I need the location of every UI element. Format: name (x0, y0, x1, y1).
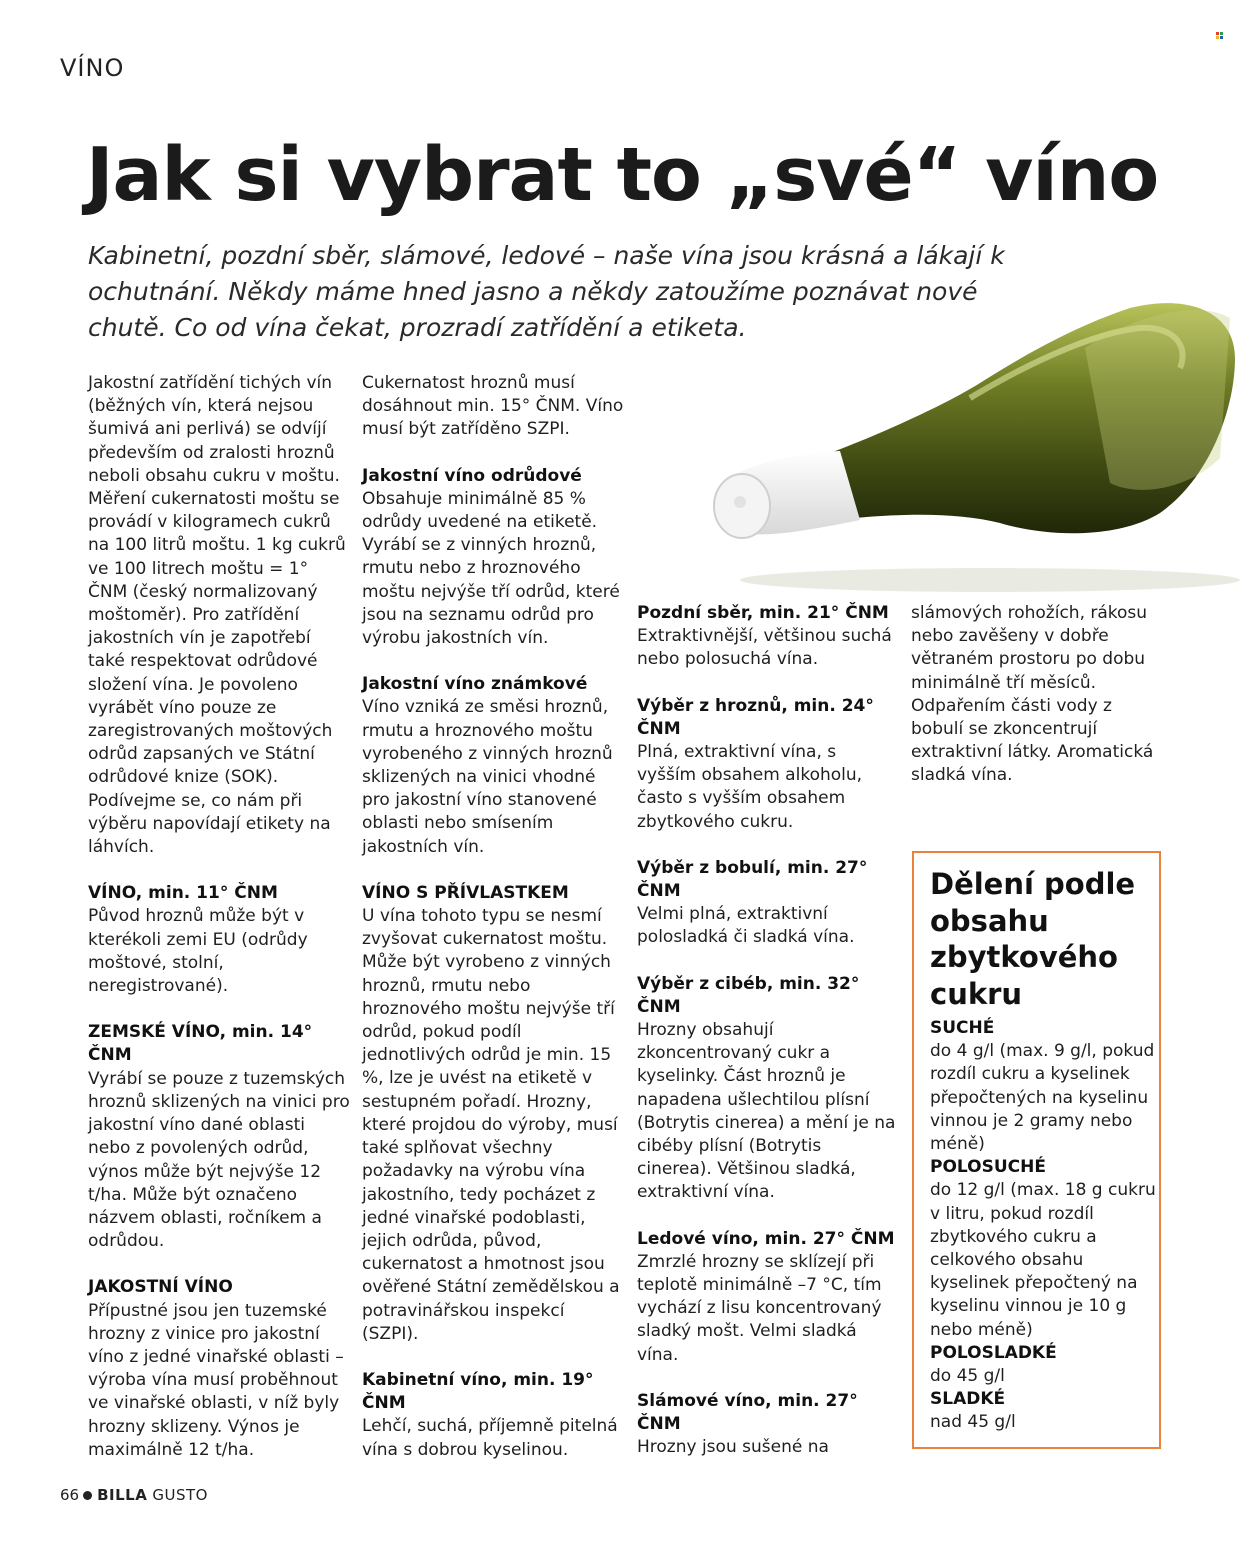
polosuche-text: do 12 g/l (max. 18 g cukru v litru, pokud rozdíl zbytkového cukru a celkového obsahu kyselinek přepočtený na kyselinu vinnou je 10 g nebo méně) (930, 1180, 1156, 1340)
ledove-vino-heading: Ledové víno, min. 27° ČNM (637, 1228, 895, 1249)
pozdni-sber-heading: Pozdní sběr, min. 21° ČNM (637, 603, 889, 623)
bullet-dot-icon (83, 1491, 92, 1500)
sladke-text: nad 45 g/l (930, 1412, 1016, 1433)
polosladke-text: do 45 g/l (930, 1366, 1005, 1387)
polosladke-label: POLOSLADKÉ (930, 1342, 1057, 1363)
suche-text: do 4 g/l (max. 9 g/l, pokud rozdíl cukru a kyselinek přepočtených na kyselinu vinnou je 2 gramy nebo méně) (930, 1041, 1155, 1155)
sugar-box-body (930, 1017, 1158, 1435)
vyber-z-bobuli-heading: Výběr z bobulí, min. 27° ČNM (637, 857, 868, 902)
pozdni-sber-text: Extraktivnější, většinou suchá nebo polosuchá vína. (637, 626, 892, 670)
brand-name: BILLA (97, 1486, 148, 1504)
page-number: 66 (60, 1486, 80, 1504)
vyber-z-hroznu-heading: Výběr z hroznů, min. 24° ČNM (637, 695, 874, 739)
kabinetni-heading: Kabinetní víno, min. 19° ČNM (362, 1369, 594, 1414)
column-4 (911, 602, 1163, 788)
jakostni-vino-heading: JAKOSTNÍ VÍNO (88, 1277, 233, 1298)
odrudove-heading: Jakostní víno odrůdové (362, 465, 582, 486)
article-title: Jak si vybrat to „své“ víno (86, 132, 1159, 218)
zemske-vino-text: Vyrábí se pouze z tuzemských hroznů sklizených na vinici pro jakostní víno dané oblasti nebo z povolených odrůd, výnos může být nejvýše 12 t/ha. Může být označeno názvem oblasti, ročníkem a odrůdou. (88, 1068, 350, 1252)
vino-heading: VÍNO, min. 11° ČNM (88, 883, 278, 904)
zemske-vino-heading: ZEMSKÉ VÍNO, min. 14° ČNM (88, 1022, 313, 1066)
vyber-z-cibeb-heading: Výběr z cibéb, min. 32° ČNM (637, 973, 860, 1017)
jakostni-vino-text: Přípustné jsou jen tuzemské hrozny z vinice pro jakostní víno z jedné vinařské oblasti – výroba vína musí proběhnout ve vinařské oblasti, v níž byly hrozny sklizeny. Výnos je maximálně 12 t/ha. (88, 1300, 344, 1460)
corner-logo-icon (1216, 32, 1223, 39)
kabinetni-text: Lehčí, suchá, příjemně pitelná vína s dobrou kyselinou. (362, 1416, 618, 1460)
znamkove-text: Víno vzniká ze směsi hroznů, rmutu a hroznového moštu vyrobeného z vinných hroznů sklizených na vinici vhodné pro jakostní víno stanovené oblasti nebo smísením jakostních vín. (362, 697, 613, 857)
column-1 (88, 372, 350, 1462)
jakostni-vino-continued: Cukernatost hroznů musí dosáhnout min. 15° ČNM. Víno musí být zatříděno SZPI. (362, 373, 624, 440)
column-2 (362, 372, 626, 1462)
article-lead: Kabinetní, pozdní sběr, slámové, ledové – naše vína jsou krásná a lákají k ochutnání. Někdy máme hned jasno a někdy zatoužíme poznávat nové chutě. Co od vína čekat, prozradí zatřídění a etiketa. (88, 241, 1005, 342)
vyber-z-cibeb-text: Hrozny obsahují zkoncentrovaný cukr a kyselinky. Část hroznů je napadena ušlechtilou plísní (Botrytis cinerea) a mění je na cibéby plísní (Botrytis cinerea). Většinou sladká, extraktivní vína. (637, 1020, 896, 1203)
slamove-vino-text: Hrozny jsou sušené na (637, 1437, 829, 1458)
ledove-vino-text: Zmrzlé hrozny se sklízejí při teplotě minimálně –7 °C, tím vychází z lisu koncentrovaný sladký mošt. Velmi sladká vína. (637, 1251, 882, 1365)
odrudove-text: Obsahuje minimálně 85 % odrůdy uvedené na etiketě. Vyrábí se z vinných hroznů, rmutu nebo z hroznového moštu nejvýše tří odrůd, které jsou na seznamu odrůd pro výrobu jakostních vín. (362, 488, 620, 649)
vyber-z-hroznu-text: Plná, extraktivní vína, s vyšším obsahem alkoholu, často s vyšším obsahem zbytkového cukru. (637, 742, 863, 832)
magazine-name: GUSTO (152, 1486, 208, 1504)
privlastek-heading: VÍNO S PŘÍVLASTKEM (362, 882, 569, 903)
page-footer (60, 1486, 208, 1504)
polosuche-label: POLOSUCHÉ (930, 1157, 1046, 1178)
intro-paragraph: Jakostní zatřídění tichých vín (běžných vín, která nejsou šumivá ani perlivá) se odvíjí především od zralosti hroznů neboli obsahu cukru v moštu. Měření cukernatosti moštu se provádí v kilogramech cukrů na 100 litrů moštu. 1 kg cukrů ve 100 litrech moštu = 1° ČNM (český normalizovaný moštoměr). Pro zatřídění jakostních vín je zapotřebí také respektovat odrůdové složení vína. Je povoleno vyrábět víno pouze ze zaregistrovaných moštových odrůd zapsaných ve Státní odrůdové knize (SOK). Podívejme se, co nám při výběru napovídají etikety na láhvích. (88, 373, 346, 858)
privlastek-text: U vína tohoto typu se nesmí zvyšovat cukernatost moštu. Může být vyrobeno z vinných hroznů, rmutu nebo hroznového moštu nejvýše tří odrůd, pokud podíl jednotlivých odrůd je min. 15 %, lze je uvést na etiketě v sestupném pořadí. Hrozny, které projdou do výroby, musí také splňovat všechny požadavky na výrobu vína jakostního, tedy pocházet z jedné vinařské podoblasti, jejich odrůda, původ, cukernatost a hmotnost jsou ověřené Státní zemědělskou a potravinářskou inspekcí (SZPI). (362, 906, 620, 1344)
sladke-label: SLADKÉ (930, 1389, 1006, 1410)
wine-bottle-image (690, 288, 1250, 598)
vyber-z-bobuli-text: Velmi plná, extraktivní polosladká či sladká vína. (637, 904, 855, 948)
slamove-vino-heading: Slámové víno, min. 27° ČNM (637, 1390, 858, 1435)
slamove-vino-continued: slámových rohožích, rákosu nebo zavěšeny v dobře větraném prostoru po dobu minimálně tří měsíců. Odpařením části vody z bobulí se zkoncentrují extraktivní látky. Aromatická sladká vína. (911, 603, 1154, 786)
znamkove-heading: Jakostní víno známkové (362, 674, 588, 695)
section-label: VÍNO (60, 54, 125, 82)
vino-text: Původ hroznů může být v kterékoli zemi EU (odrůdy moštové, stolní, neregistrované). (88, 906, 308, 997)
sugar-box-title: Dělení podle obsahu zbytkového cukru (930, 867, 1136, 1011)
column-3 (637, 602, 899, 1460)
suche-label: SUCHÉ (930, 1018, 995, 1038)
